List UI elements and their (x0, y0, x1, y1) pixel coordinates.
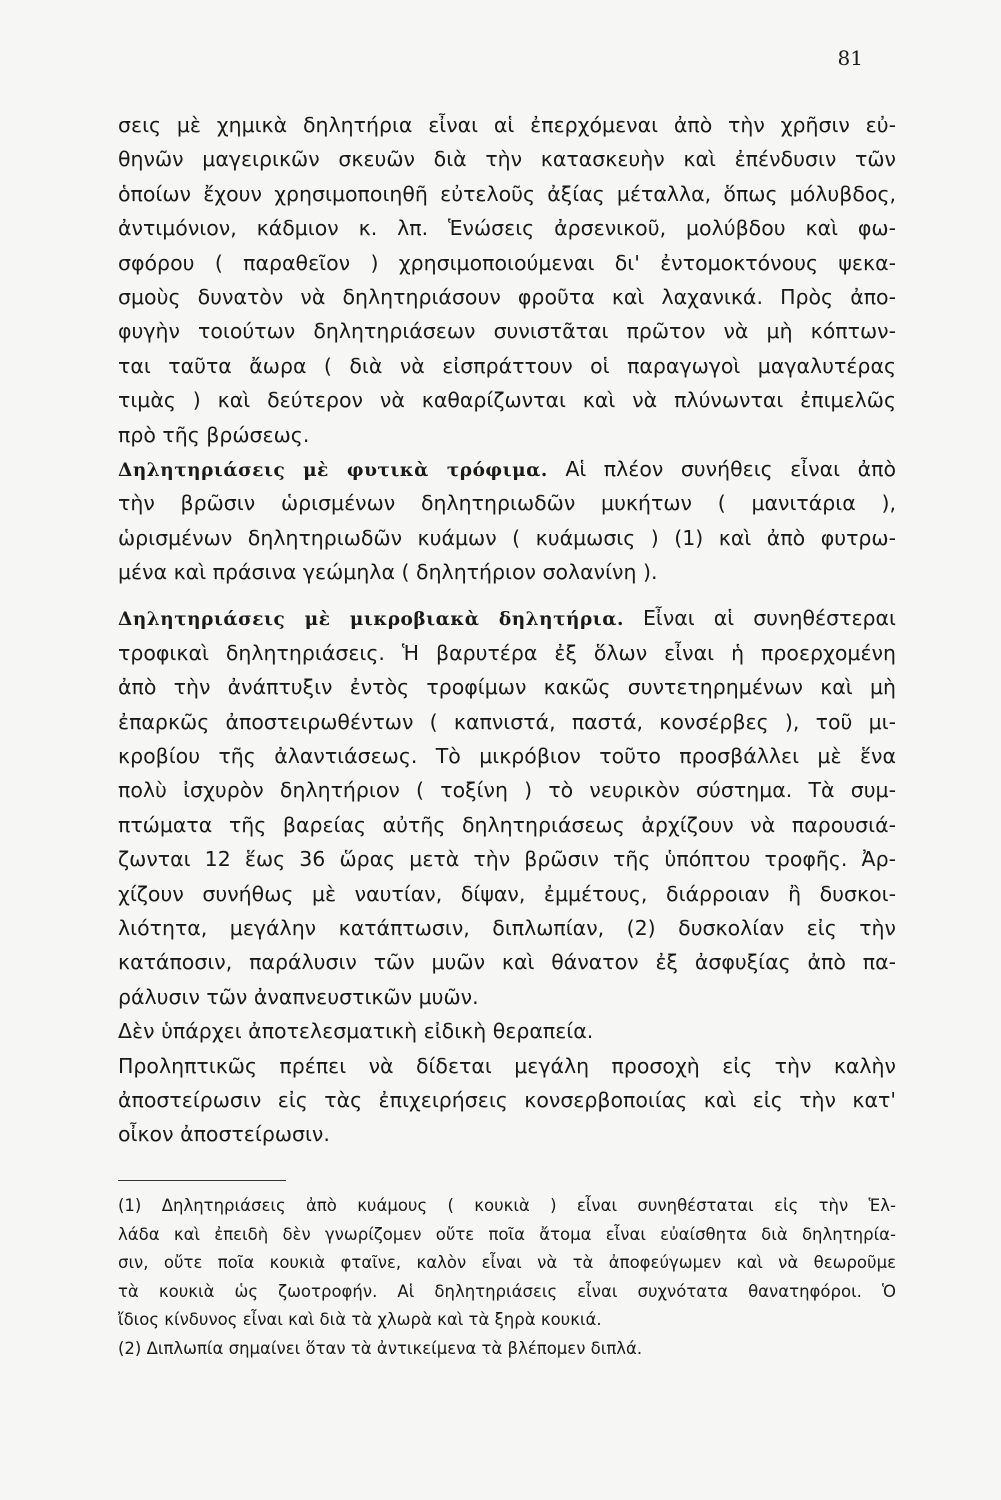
section-heading: Δηλητηριάσεις μὲ μικροβιακὰ δηλητήρια. (118, 609, 624, 631)
footnote-divider (118, 1180, 286, 1181)
text-line: ἀντιμόνιον, κάδμιον κ. λπ. Ἑνώσεις ἀρσενικοῦ, μολύβδου καὶ φω- (118, 216, 896, 241)
footnote-line: ἴδιος κίνδυνος εἶναι καὶ διὰ τὰ χλωρὰ καὶ τὰ ξηρὰ κουκιά. (118, 1310, 602, 1329)
text-line: τροφικαὶ δηλητηριάσεις. Ἡ βαρυτέρα ἐξ ὅλων εἶναι ἡ προερχομένη (118, 640, 896, 665)
text-line: πολὺ ἰσχυρὸν δηλητήριον ( τοξίνη ) τὸ νευρικὸν σύστημα. Τὰ συμ- (118, 778, 896, 803)
section-line (118, 601, 896, 635)
text-line: τιμὰς ) καὶ δεύτερον νὰ καθαρίζωνται καὶ νὰ πλύνωνται ἐπιμελῶς (118, 388, 896, 413)
page-number: 81 (837, 46, 863, 70)
text-line: πρὸ τῆς βρώσεως. (118, 422, 310, 447)
text-line: κατάποσιν, παράλυσιν τῶν μυῶν καὶ θάνατον ἐξ ἀσφυξίας ἀπὸ πα- (118, 950, 896, 975)
text-line: φυγὴν τοιούτων δηλητηριάσεων συνιστᾶται πρῶτον νὰ μὴ κόπτων- (118, 319, 896, 344)
footnote-line: τὰ κουκιὰ ὡς ζωοτροφήν. Αἱ δηλητηριάσεις εἶναι συχνότατα θανατηφόροι. Ὁ (118, 1281, 896, 1301)
text-span: Αἱ πλέον συνήθεις εἶναι ἀπὸ (565, 456, 896, 481)
text-line: ράλυσιν τῶν ἀναπνευστικῶν μυῶν. (118, 984, 479, 1009)
text-line: πτώματα τῆς βαρείας αὐτῆς δηλητηριάσεως ἀρχίζουν νὰ παρουσιά- (118, 812, 896, 837)
footnotes (118, 1192, 896, 1363)
footnote-line: σιν, οὔτε ποῖα κουκιὰ φταῖνε, καλὸν εἶναι νὰ τὰ ἀποφεύγωμεν καὶ νὰ θεωροῦμε (118, 1253, 896, 1272)
footnote-line: (2) Διπλωπία σημαίνει ὅταν τὰ ἀντικείμενα τὰ βλέπομεν διπλά. (118, 1338, 643, 1358)
text-line: τὴν βρῶσιν ὡρισμένων δηλητηριωδῶν μυκήτων ( μανιτάρια ), (118, 491, 896, 516)
text-line: κροβίου τῆς ἀλαντιάσεως. Τὸ μικρόβιον τοῦτο προσβάλλει μὲ ἕνα (118, 744, 896, 769)
section-line (118, 452, 896, 486)
text-line: ται ταῦτα ἄωρα ( διὰ νὰ εἰσπράττουν οἱ παραγωγοὶ μαγαλυτέρας (118, 353, 896, 378)
footnote-line: (1) Δηλητηριάσεις ἀπὸ κυάμους ( κουκιὰ ) εἶναι συνηθέσταται εἰς τὴν Ἑλ- (118, 1196, 896, 1215)
text-line: θηνῶν μαγειρικῶν σκευῶν διὰ τὴν κατασκευὴν καὶ ἐπένδυσιν τῶν (118, 147, 896, 172)
text-line: λιότητα, μεγάλην κατάπτωσιν, διπλωπίαν, (2) δυσκολίαν εἰς τὴν (118, 915, 896, 940)
text-line: ὁποίων ἔχουν χρησιμοποιηθῆ εὐτελοῦς ἀξίας μέταλλα, ὅπως μόλυβδος, (118, 181, 896, 206)
text-line: ζωνται 12 ἕως 36 ὥρας μετὰ τὴν βρῶσιν τῆς ὑπόπτου τροφῆς. Ἀρ- (118, 847, 896, 872)
text-line: χίζουν συνήθως μὲ ναυτίαν, δίψαν, ἐμμέτους, διάρροιαν ἢ δυσκοι- (118, 881, 896, 906)
body-text (118, 108, 896, 1152)
section-heading: Δηλητηριάσεις μὲ φυτικὰ τρόφιμα. (118, 459, 548, 481)
text-line: μένα καὶ πράσινα γεώμηλα ( δηλητήριον σολανίνη ). (118, 560, 658, 585)
footnote-line: λάδα καὶ ἐπειδὴ δὲν γνωρίζομεν οὔτε ποῖα ἄτομα εἶναι εὐαίσθητα διὰ δηλητηρία- (118, 1224, 896, 1244)
text-line: ἐπαρκῶς ἀποστειρωθέντων ( καπνιστά, παστά, κονσέρβες ), τοῦ μι- (118, 709, 896, 734)
text-line: σεις μὲ χημικὰ δηλητήρια εἶναι αἱ ἐπερχόμεναι ἀπὸ τὴν χρῆσιν εὐ- (118, 113, 896, 137)
text-line: ὡρισμένων δηλητηριωδῶν κυάμων ( κυάμωσις ) (1) καὶ ἀπὸ φυτρω- (118, 525, 896, 550)
text-span: Εἶναι αἱ συνηθέστεραι (642, 606, 896, 631)
text-line: Προληπτικῶς πρέπει νὰ δίδεται μεγάλη προσοχὴ εἰς τὴν καλὴν (118, 1053, 896, 1078)
text-line: ἀποστείρωσιν εἰς τὰς ἐπιχειρήσεις κονσερβοποιίας καὶ εἰς τὴν κατ' (118, 1087, 896, 1112)
text-line: σμοὺς δυνατὸν νὰ δηλητηριάσουν φροῦτα καὶ λαχανικά. Πρὸς ἀπο- (118, 284, 896, 309)
text-line: Δὲν ὑπάρχει ἀποτελεσματικὴ εἰδικὴ θεραπεία. (118, 1019, 594, 1044)
text-line: σφόρου ( παραθεῖον ) χρησιμοποιούμεναι δι' ἐντομοκτόνους ψεκα- (118, 250, 896, 275)
text-line: ἀπὸ τὴν ἀνάπτυξιν ἐντὸς τροφίμων κακῶς συντετηρημένων καὶ μὴ (118, 675, 896, 700)
text-line: οἶκον ἀποστείρωσιν. (118, 1122, 330, 1147)
